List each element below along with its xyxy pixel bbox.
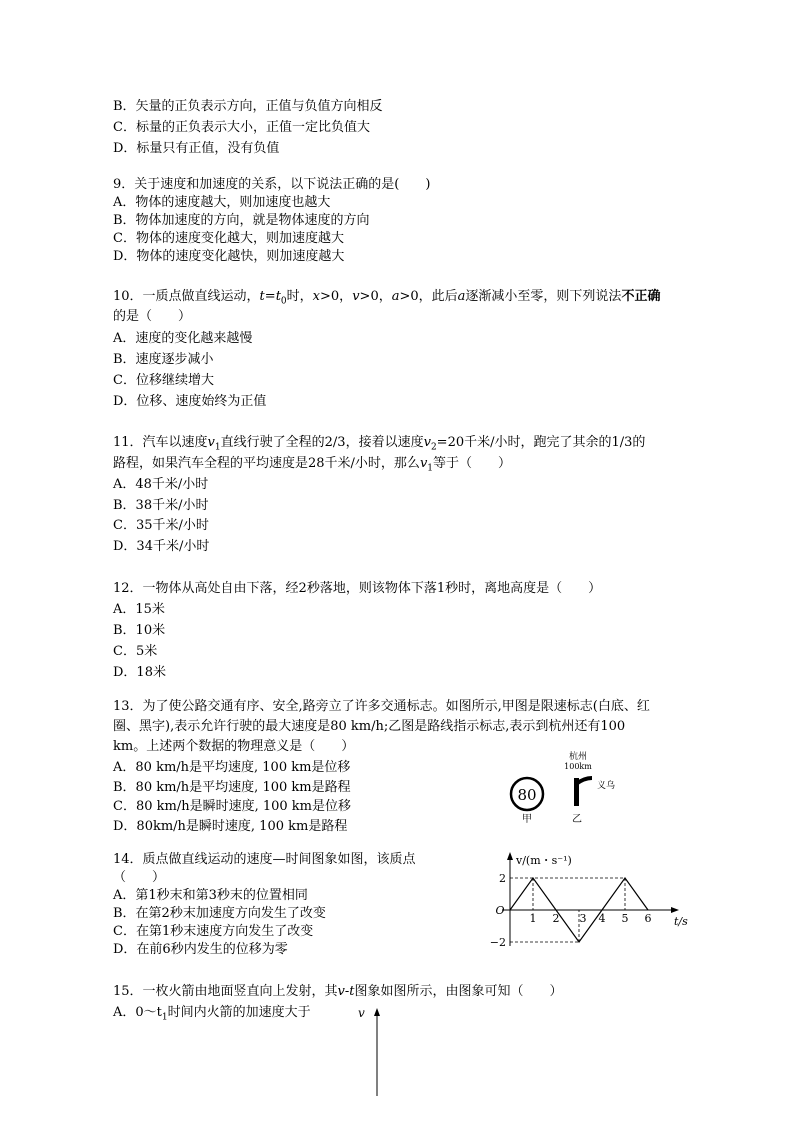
x-tick-label: 6 bbox=[644, 912, 652, 925]
q15-option-a: A．$0\sim t_1$时间内火箭的加速度大于 bbox=[113, 1005, 311, 1023]
q9-stem: 9．关于速度和加速度的关系，以下说法正确的是( ) bbox=[113, 177, 431, 192]
q13-stem-line3: km。上述两个数据的物理意义是（ ） bbox=[113, 739, 355, 754]
route-sign-distance: 100km bbox=[564, 762, 592, 771]
speed-limit-number: 80 bbox=[517, 786, 537, 804]
y-axis-arrow bbox=[507, 852, 513, 860]
q9-option-b: B．物体加速度的方向，就是物体速度的方向 bbox=[113, 213, 370, 228]
q11-option-d: D．34千米/小时 bbox=[113, 539, 210, 554]
q10-option-b: B．速度逐步减小 bbox=[113, 352, 214, 367]
q10-option-a: A．速度的变化越来越慢 bbox=[113, 331, 253, 346]
y-axis-label: v/(m・s⁻¹) bbox=[516, 854, 572, 867]
q10-option-d: D．位移、速度始终为正值 bbox=[113, 394, 267, 409]
q13-option-b: B．80 km/h是平均速度, 100 km是路程 bbox=[113, 780, 351, 795]
q14-option-a: A．第1秒末和第3秒末的位置相同 bbox=[113, 888, 308, 903]
q11-stem-line2: 路程，如果汽车全程的平均速度是28千米/小时，那么$v_1$等于（ ） bbox=[113, 456, 512, 474]
q14-option-c: C．在第1秒末速度方向发生了改变 bbox=[113, 924, 314, 939]
q12-option-a: A．15米 bbox=[113, 602, 165, 617]
q12-stem: 12．一物体从高处自由下落，经2秒落地，则该物体下落1秒时，离地高度是（ ） bbox=[113, 581, 602, 596]
q13-option-c: C．80 km/h是瞬时速度, 100 km是位移 bbox=[113, 799, 351, 814]
q9-option-a: A．物体的速度越大，则加速度也越大 bbox=[113, 195, 331, 210]
route-sign-other-city: 义乌 bbox=[597, 781, 616, 791]
x-tick-label: 2 bbox=[552, 912, 560, 925]
q14-stem-line1: 14．质点做直线运动的速度—时间图象如图，该质点 bbox=[113, 852, 416, 867]
q12-option-b: B．10米 bbox=[113, 623, 166, 638]
q14-stem-line2: （ ） bbox=[113, 870, 166, 885]
q10-stem-line1: 10．一质点做直线运动，$t=t_0$时，x>0，v>0，a>0，此后a逐渐减小至零，则下列说法不正确 bbox=[113, 289, 661, 307]
q9-option-d: D．物体的速度变化越快，则加速度越大 bbox=[113, 249, 345, 264]
q11-option-c: C．35千米/小时 bbox=[113, 518, 209, 533]
q14-option-b: B．在第2秒末加速度方向发生了改变 bbox=[113, 906, 326, 921]
q15-graph bbox=[355, 1000, 405, 1100]
vt-graph bbox=[490, 846, 700, 950]
x-axis-arrow bbox=[671, 907, 679, 913]
x-tick-label: 4 bbox=[598, 912, 606, 925]
label-yi: 乙 bbox=[572, 814, 582, 825]
q10-option-c: C．位移继续增大 bbox=[113, 373, 214, 388]
traffic-signs-figure bbox=[500, 748, 630, 828]
origin-label: O bbox=[495, 904, 505, 917]
route-sign-city: 杭州 bbox=[568, 752, 588, 762]
q12-option-d: D．18米 bbox=[113, 665, 166, 680]
q14-option-d: D．在前6秒内发生的位移为零 bbox=[113, 942, 288, 957]
q10-stem-line2: 的是（ ） bbox=[113, 309, 192, 324]
y-tick-label: −2 bbox=[490, 936, 506, 949]
x-tick-label: 1 bbox=[529, 912, 537, 925]
q8-option-d: D．标量只有正值，没有负值 bbox=[113, 141, 280, 156]
q10-emphasis: 不正确 bbox=[621, 289, 661, 304]
q11-option-b: B．38千米/小时 bbox=[113, 498, 209, 513]
q13-option-a: A．80 km/h是平均速度, 100 km是位移 bbox=[113, 760, 351, 775]
q8-option-c: C．标量的正负表示大小，正值一定比负值大 bbox=[113, 120, 370, 135]
q13-stem-line1: 13．为了使公路交通有序、安全,路旁立了许多交通标志。如图所示,甲图是限速标志(白底、红 bbox=[113, 699, 650, 714]
q13-option-d: D．80km/h是瞬时速度, 100 km是路程 bbox=[113, 819, 348, 834]
q9-option-c: C．物体的速度变化越大，则加速度越大 bbox=[113, 231, 344, 246]
q15-graph-y-arrow bbox=[374, 1008, 380, 1016]
q13-stem-line2: 圈、黑字),表示允许行驶的最大速度是80 km/h;乙图是路线指示标志,表示到杭州还有100 bbox=[113, 719, 626, 734]
q8-option-b: B．矢量的正负表示方向，正值与负值方向相反 bbox=[113, 99, 383, 114]
q11-stem-line1: 11．汽车以速度$v_1$直线行驶了全程的2/3，接着以速度$v_2=20$千米/小时，跑完了其余的1/3的 bbox=[113, 435, 646, 453]
x-axis-label: t/s bbox=[674, 915, 688, 928]
q15-graph-v-label: v bbox=[358, 1006, 365, 1020]
label-jia: 甲 bbox=[522, 814, 532, 825]
q15-stem: 15．一枚火箭由地面竖直向上发射，其v-t图象如图所示，由图象可知（ ） bbox=[113, 984, 563, 999]
q12-option-c: C．5米 bbox=[113, 644, 158, 659]
x-tick-label: 3 bbox=[579, 912, 587, 925]
y-tick-label: 2 bbox=[499, 872, 506, 885]
x-tick-label: 5 bbox=[621, 912, 629, 925]
q11-option-a: A．48千米/小时 bbox=[113, 477, 209, 492]
